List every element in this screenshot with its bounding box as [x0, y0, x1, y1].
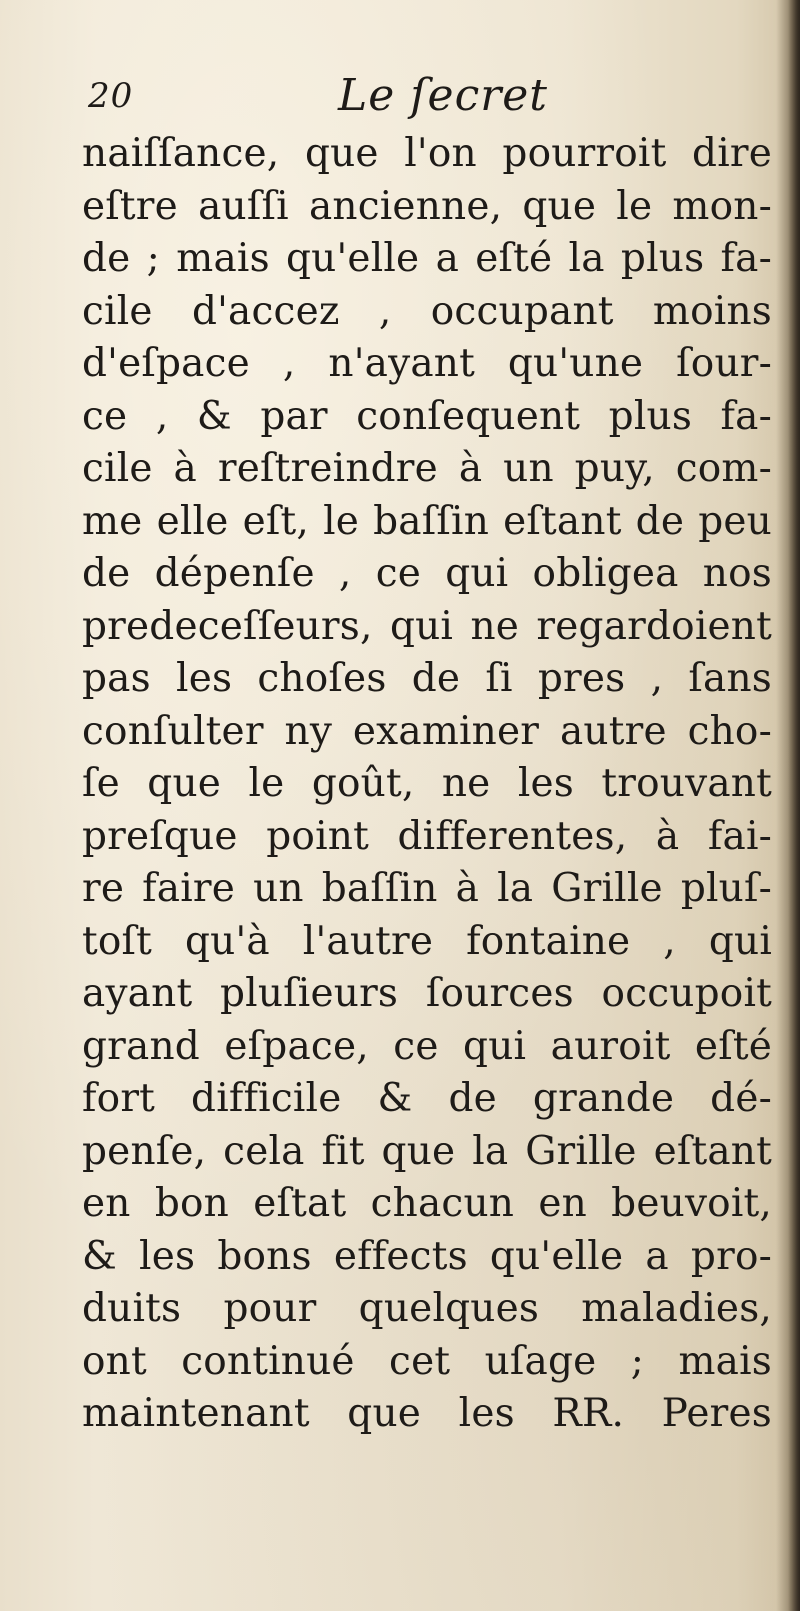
text-line: penſe, cela fit que la Grille eſtant: [82, 1128, 772, 1174]
text-line: duits pour quelques maladies,: [82, 1286, 772, 1331]
text-line: en bon eſtat chacun en beuvoit,: [82, 1181, 772, 1226]
text-line: de dépenſe , ce qui obligea nos: [82, 551, 772, 596]
text-line: eſtre auſſi ancienne, que le mon-: [82, 183, 772, 229]
text-line: ayant pluſieurs ſources occupoit: [82, 971, 772, 1016]
text-line: toſt qu'à l'autre fontaine , qui: [82, 918, 772, 964]
text-line: me elle eſt, le baſſin eſtant de peu: [82, 498, 772, 544]
text-line: de ; mais qu'elle a eſté la plus fa-: [82, 236, 772, 281]
running-title: Le ſecret: [338, 70, 548, 121]
text-line: d'eſpace , n'ayant qu'une ſour-: [82, 341, 772, 386]
text-line: conſulter ny examiner autre cho-: [82, 708, 772, 754]
text-line: pas les choſes de ſi pres , ſans: [82, 656, 772, 701]
text-line: ce , & par conſequent plus fa-: [82, 393, 772, 439]
text-line: preſque point differentes, à fai-: [82, 813, 772, 859]
text-line: cile à reſtreindre à un puy, com-: [82, 446, 772, 491]
text-line: re faire un baſſin à la Grille pluſ-: [82, 866, 772, 911]
page-number: 20: [88, 76, 134, 116]
text-line: cile d'accez , occupant moins: [82, 288, 772, 334]
text-line: maintenant que les RR. Peres: [82, 1391, 772, 1436]
text-line: ont continué cet uſage ; mais: [82, 1338, 772, 1384]
body-text: [82, 128, 772, 1441]
text-line: & les bons effects qu'elle a pro-: [82, 1233, 772, 1279]
text-line: ſe que le goût, ne les trouvant: [82, 761, 772, 806]
text-line: predeceſſeurs, qui ne regardoient: [82, 603, 772, 649]
page-edge-shadow: [788, 0, 800, 1611]
text-line: naiſſance, que l'on pourroit dire: [82, 131, 772, 176]
text-line: grand eſpace, ce qui auroit eſté: [82, 1023, 772, 1069]
text-line: fort difficile & de grande dé-: [82, 1076, 772, 1121]
page-header: [88, 66, 768, 128]
